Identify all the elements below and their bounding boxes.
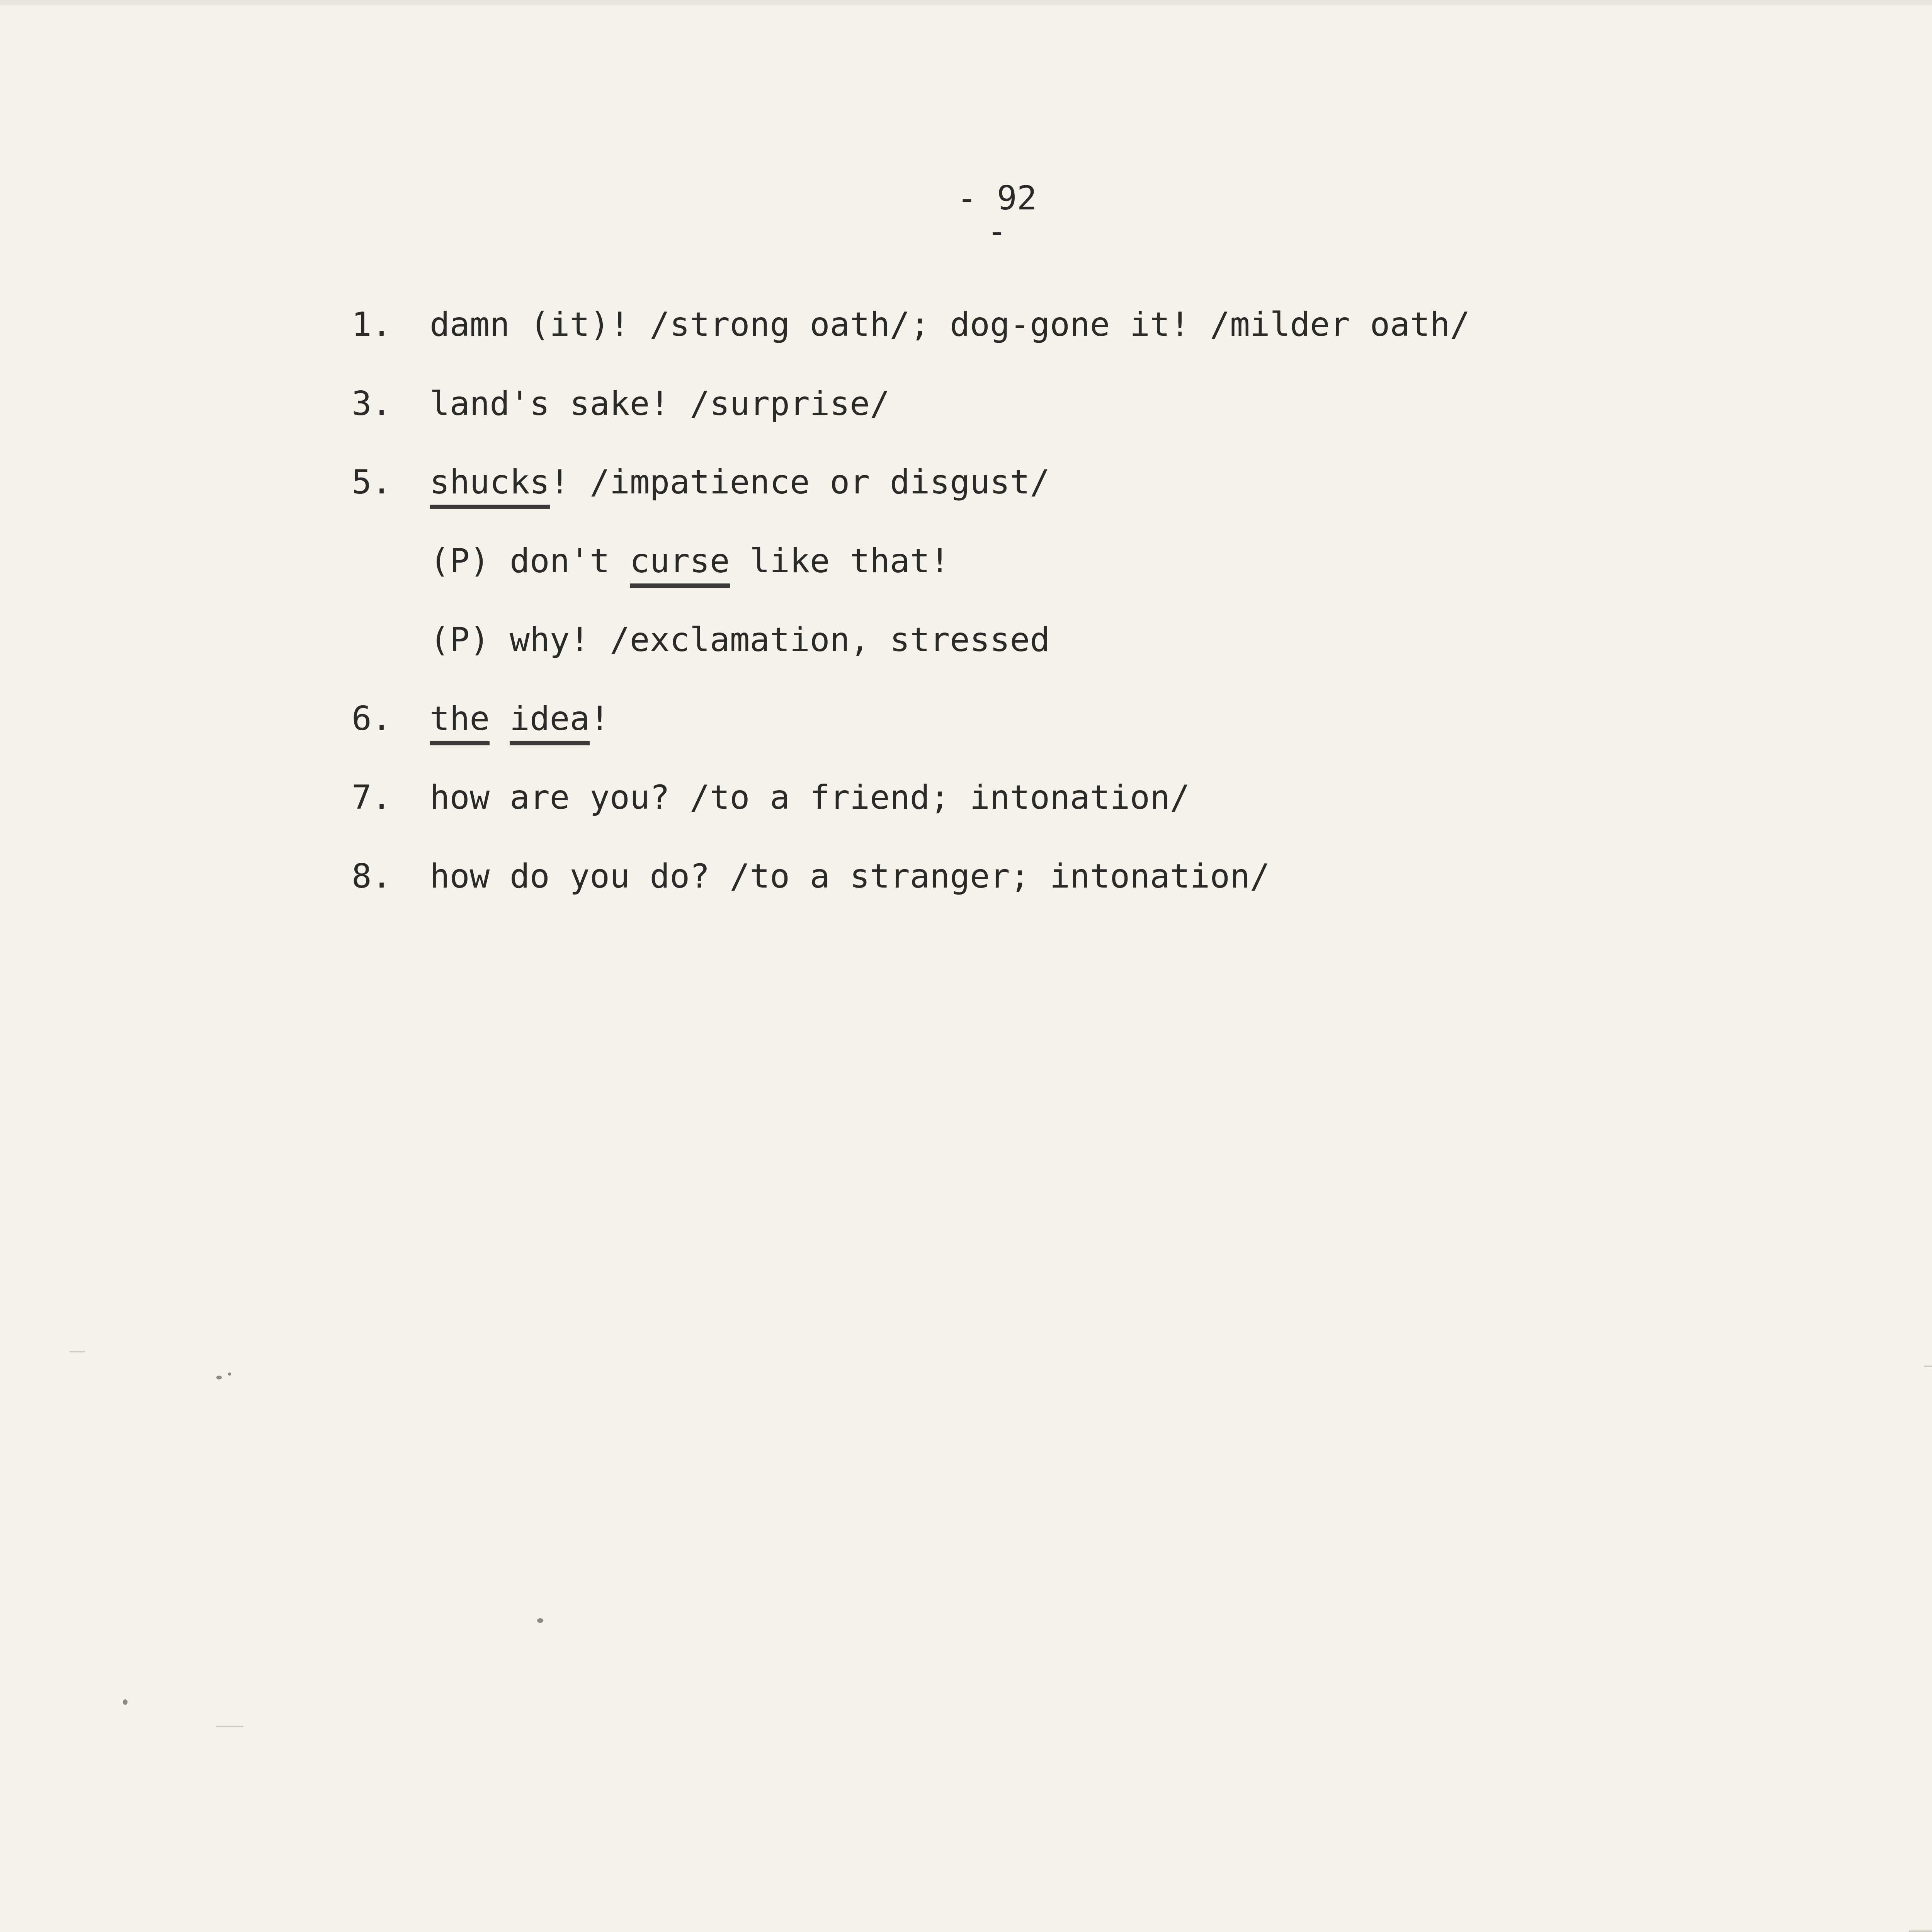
item-text-rest: like that! [730,542,950,580]
item-text [430,538,950,584]
underlined-word: curse [630,542,730,588]
item-number: 5. [352,463,392,502]
item-text-rest: ! [590,699,610,738]
item-text: how do you do? /to a stranger; intonation/ [430,857,1270,896]
scan-speck [228,1372,231,1376]
item-text [430,696,610,742]
scan-mark [1909,1930,1932,1932]
item-number: 8. [352,857,392,896]
scan-speck [123,1699,128,1705]
word-gap [490,699,510,738]
scan-mark [1924,1366,1932,1367]
item-text [430,459,1050,505]
item-number: 6. [352,699,392,738]
item-text-start: (P) don't [430,542,630,580]
underlined-word: shucks [430,463,550,509]
underlined-word: idea [510,699,590,745]
item-number: 1. [352,305,392,344]
scan-mark [70,1351,85,1352]
scan-mark [216,1726,243,1727]
page-number: - 92 - [957,179,1037,251]
item-text: (P) why! /exclamation, stressed [430,621,1050,659]
item-text: how are you? /to a friend; intonation/ [430,778,1190,817]
scan-speck [216,1376,222,1379]
item-number: 7. [352,778,392,817]
item-text: land's sake! /surprise/ [430,384,890,423]
item-number: 3. [352,384,392,423]
item-text-rest: ! /impatience or disgust/ [549,463,1050,502]
item-text: damn (it)! /strong oath/; dog-gone it! /milder oath/ [430,305,1470,344]
scan-speck [537,1618,543,1623]
underlined-word: the [430,699,490,745]
